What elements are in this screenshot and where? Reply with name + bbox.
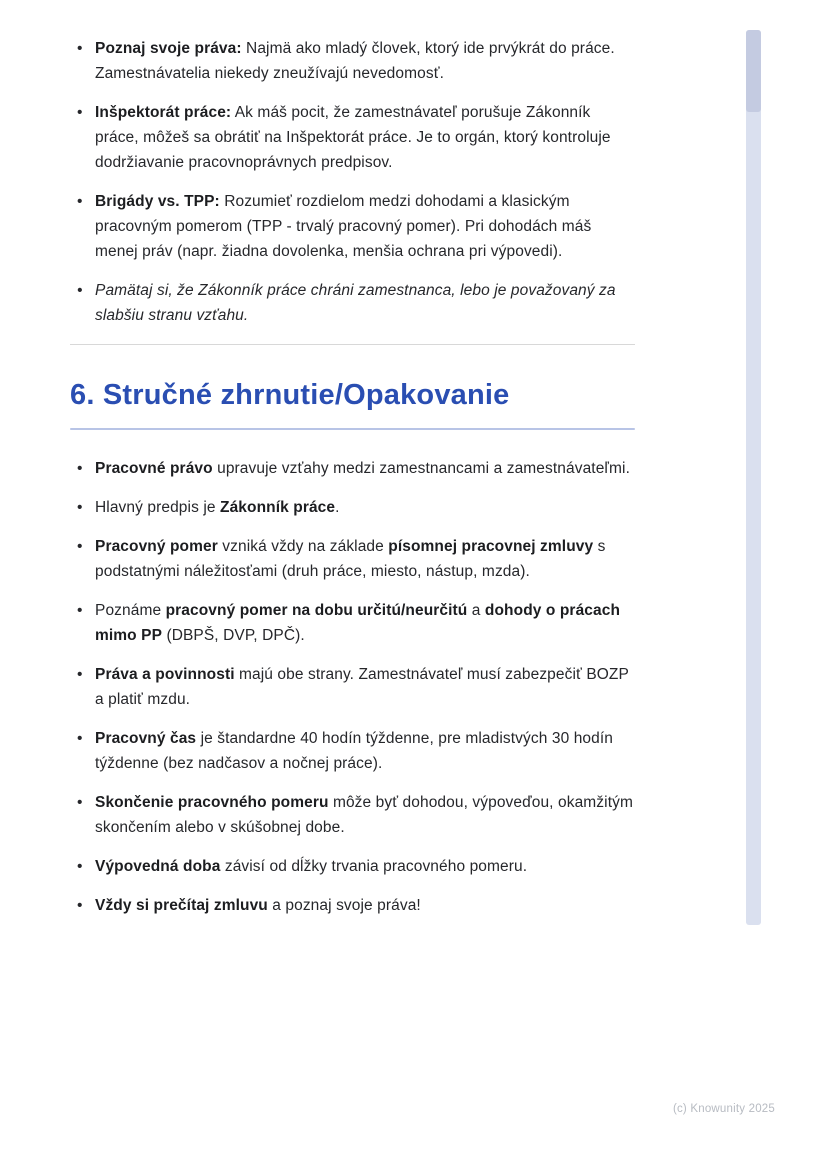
text-segment: Pracovný pomer bbox=[95, 538, 218, 555]
section-divider bbox=[70, 344, 635, 345]
text-segment: Najmä ako mladý človek, ktorý ide prvýkrát do práce. Zamestnávatelia niekedy zneužívajú nevedomosť. bbox=[95, 40, 615, 82]
text-segment: Pracovné právo bbox=[95, 460, 213, 477]
text-segment: je štandardne 40 hodín týždenne, pre mladistvých 30 hodín týždenne (bez nadčasov a nočnej práce). bbox=[95, 730, 613, 772]
text-segment: Inšpektorát práce: bbox=[95, 104, 232, 121]
list-item bbox=[70, 893, 635, 918]
list-item bbox=[70, 100, 635, 175]
summary-list bbox=[70, 456, 635, 918]
text-segment: môže byť dohodou, výpoveďou, okamžitým skončením alebo v skúšobnej dobe. bbox=[95, 794, 633, 836]
text-segment: Brigády vs. TPP: bbox=[95, 193, 220, 210]
text-segment: (DBPŠ, DVP, DPČ). bbox=[162, 627, 305, 644]
text-segment: a bbox=[467, 602, 485, 619]
text-segment: . bbox=[335, 499, 340, 516]
key-points-list bbox=[70, 36, 635, 328]
text-segment: Vždy si prečítaj zmluvu bbox=[95, 897, 268, 914]
section-heading: 6. Stručné zhrnutie/Opakovanie bbox=[70, 379, 510, 411]
list-item bbox=[70, 726, 635, 776]
copyright-text: (c) Knowunity 2025 bbox=[672, 1103, 775, 1115]
text-segment: Rozumieť rozdielom medzi dohodami a klasickým pracovným pomerom (TPP - trvalý pracovný pomer). Pri dohodách máš menej práv (napr. žiadna dovolenka, menšia ochrana pri výpovedi). bbox=[95, 193, 592, 260]
text-segment: Zákonník práce bbox=[220, 499, 336, 516]
text-segment: písomnej pracovnej zmluvy bbox=[388, 538, 594, 555]
text-segment: s podstatnými náležitosťami (druh práce, miesto, nástup, mzda). bbox=[95, 538, 606, 580]
scrollbar-track[interactable] bbox=[746, 30, 761, 925]
list-item bbox=[70, 662, 635, 712]
text-segment: dohody o prácach mimo PP bbox=[95, 602, 621, 644]
text-segment: pracovný pomer na dobu určitú/neurčitú bbox=[165, 602, 468, 619]
list-item bbox=[70, 598, 635, 648]
text-segment: Práva a povinnosti bbox=[95, 666, 235, 683]
text-segment: vzniká vždy na základe bbox=[217, 538, 389, 555]
list-item bbox=[70, 278, 635, 328]
list-item bbox=[70, 854, 635, 879]
text-segment: Hlavný predpis je bbox=[95, 499, 220, 516]
text-segment: Pracovný čas bbox=[95, 730, 197, 747]
scrollbar-thumb[interactable] bbox=[746, 30, 761, 112]
text-segment: Pamätaj si, že Zákonník práce chráni zamestnanca, lebo je považovaný za slabšiu stranu vzťahu. bbox=[95, 282, 616, 324]
text-segment: Výpovedná doba bbox=[95, 858, 221, 875]
list-item bbox=[70, 790, 635, 840]
list-item bbox=[70, 189, 635, 264]
list-item bbox=[70, 534, 635, 584]
list-item bbox=[70, 495, 635, 520]
text-segment: Poznáme bbox=[95, 602, 166, 619]
text-segment: Ak máš pocit, že zamestnávateľ porušuje Zákonník práce, môžeš sa obrátiť na Inšpektorát práce. Je to orgán, ktorý kontroluje dodržiavanie pracovnoprávnych predpisov. bbox=[95, 104, 611, 171]
text-segment: Skončenie pracovného pomeru bbox=[95, 794, 329, 811]
text-segment: majú obe strany. Zamestnávateľ musí zabezpečiť BOZP a platiť mzdu. bbox=[95, 666, 629, 708]
text-segment: Poznaj svoje práva: bbox=[95, 40, 242, 57]
text-segment: a poznaj svoje práva! bbox=[267, 897, 421, 914]
text-segment: upravuje vzťahy medzi zamestnancami a zamestnávateľmi. bbox=[212, 460, 630, 477]
list-item bbox=[70, 36, 635, 86]
heading-underline bbox=[70, 428, 635, 430]
list-item bbox=[70, 456, 635, 481]
text-segment: závisí od dĺžky trvania pracovného pomeru. bbox=[220, 858, 528, 875]
